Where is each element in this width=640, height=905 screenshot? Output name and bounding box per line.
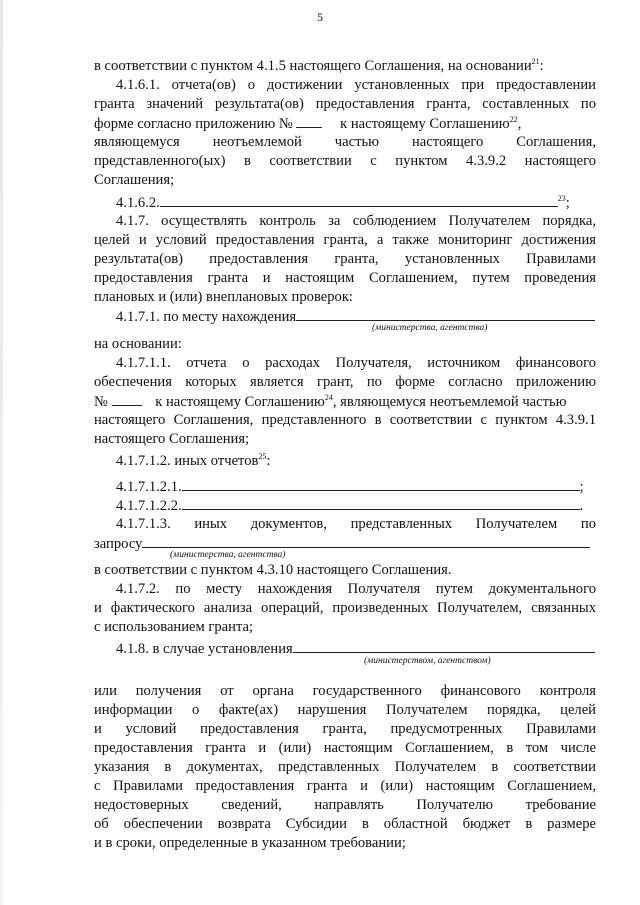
clause-4-1-7-2-line: 4.1.7.2. по месту нахождения Получателя путем документального <box>116 581 596 597</box>
clause-4-1-7-line: 4.1.7. осуществлять контроль за соблюдением Получателем порядка, <box>116 213 596 229</box>
clause-4-1-8: 4.1.8. в случае установления <box>116 640 596 657</box>
footnote-ref: 24 <box>324 393 333 402</box>
clause-4-1-6-1-line: форме согласно приложению № к настоящему Соглашению$^{22}$, <box>94 115 522 132</box>
clause-4-1-7-1-3-line: в соответствии с пунктом 4.3.10 настоящего Соглашения. <box>94 562 452 578</box>
clause-4-1-8-line: и условий предоставления гранта, предусмотренных Правилами <box>94 721 596 737</box>
clause-4-1-7-1-1-line: настоящего Соглашения; <box>94 431 250 447</box>
blank-field <box>182 497 580 510</box>
clause-4-1-6-1-line: 4.1.6.1. отчета(ов) о достижении установленных при предоставлении <box>116 77 596 93</box>
clause-4-1-7-1-1-line: обеспечения которых является грант, по форме согласно приложению <box>94 374 596 390</box>
blank-field <box>296 308 595 321</box>
clause-4-1-7-1-1-line: № к настоящему Соглашению$^{24}$, являющемуся неотъемлемой частью <box>94 393 567 410</box>
blank-field <box>182 478 580 491</box>
blank-field <box>293 640 595 653</box>
footnote-ref: 25 <box>258 452 267 461</box>
clause-4-1-7-1: 4.1.7.1. по месту нахождения <box>116 308 596 325</box>
clause-4-1-6-1-line: гранта значений результата(ов) предоставления гранта, составленных по <box>94 96 596 112</box>
clause-4-1-7-line: целей и условий предоставления гранта, а также мониторинг достижения <box>94 232 596 248</box>
clause-4-1-6-2: 4.1.6.2. $^{23}$; <box>116 194 570 211</box>
field-caption: (министерства, агентства) <box>170 550 286 560</box>
field-caption: (министерством, агентством) <box>364 656 491 666</box>
clause-4-1-8-line: с Правилами предоставления гранта и (или) настоящим Соглашением, <box>94 778 596 794</box>
clause-4-1-6-1-line: Соглашения; <box>94 172 175 188</box>
blank-field <box>112 393 142 406</box>
blank-field <box>142 535 590 548</box>
clause-4-1-7-line: результата(ов) предоставления гранта, установленных Правилами <box>94 251 596 267</box>
clause-4-1-7-1-2-1: 4.1.7.1.2.1. ; <box>116 479 584 495</box>
clause-4-1-7-1-3-line: запросу <box>94 535 596 552</box>
footnote-ref: 23 <box>557 194 566 203</box>
clause-4-1-7-line: предоставления гранта и настоящим Соглашением, путем проведения <box>94 270 596 286</box>
clause-4-1-8-line: или получения от органа государственного финансового контроля <box>94 683 596 699</box>
clause-4-1-6-1-line: представленного(ых) в соответствии с пунктом 4.3.9.2 настоящего <box>94 153 596 169</box>
blank-field <box>296 115 322 128</box>
clause-4-1-7-line: плановых и (или) внеплановых проверок: <box>94 289 353 305</box>
page-number: 5 <box>317 10 323 24</box>
field-caption: (министерства, агентства) <box>372 323 488 333</box>
clause-4-1-8-line: информации о факте(ах) нарушения Получателем порядка, целей <box>94 702 596 718</box>
clause-4-1-7-1-2: 4.1.7.1.2. иных отчетов$^{25}$: <box>116 452 271 469</box>
clause-4-1-8-line: недостоверных сведений, направлять Получателю требование <box>94 797 596 813</box>
clause-4-1-7-1-2-2: 4.1.7.1.2.2. . <box>116 498 584 514</box>
clause-4-1-7-1-1-line: настоящего Соглашения, представленного в соответствии с пунктом 4.3.9.1 <box>94 412 596 428</box>
footnote-ref: 21 <box>531 57 540 66</box>
clause-4-1-7-1-3-line: 4.1.7.1.3. иных документов, представленных Получателем по <box>116 516 596 532</box>
clause-4-1-6-1-line: являющемуся неотъемлемой частью настоящего Соглашения, <box>94 134 596 150</box>
scan-edge <box>0 0 3 905</box>
clause-4-1-8-line: предоставления гранта и (или) настоящим Соглашением, в том числе <box>94 740 596 756</box>
footnote-ref: 22 <box>509 115 518 124</box>
intro-line: в соответствии с пунктом 4.1.5 настоящего Соглашения, на основании$^{21}$: <box>94 57 544 74</box>
clause-4-1-8-line: указания в документах, представленных Получателем в соответствии <box>94 759 596 775</box>
basis-label: на основании: <box>94 336 182 352</box>
clause-4-1-7-2-line: и фактического анализа операций, произведенных Получателем, связанных <box>94 600 596 616</box>
clause-4-1-7-2-line: с использованием гранта; <box>94 619 254 635</box>
blank-field <box>160 194 558 207</box>
clause-4-1-8-line: и в сроки, определенные в указанном требовании; <box>94 835 406 851</box>
clause-4-1-8-line: об обеспечении возврата Субсидии в областной бюджет в размере <box>94 816 596 832</box>
clause-4-1-7-1-1-line: 4.1.7.1.1. отчета о расходах Получателя, источником финансового <box>116 355 596 371</box>
